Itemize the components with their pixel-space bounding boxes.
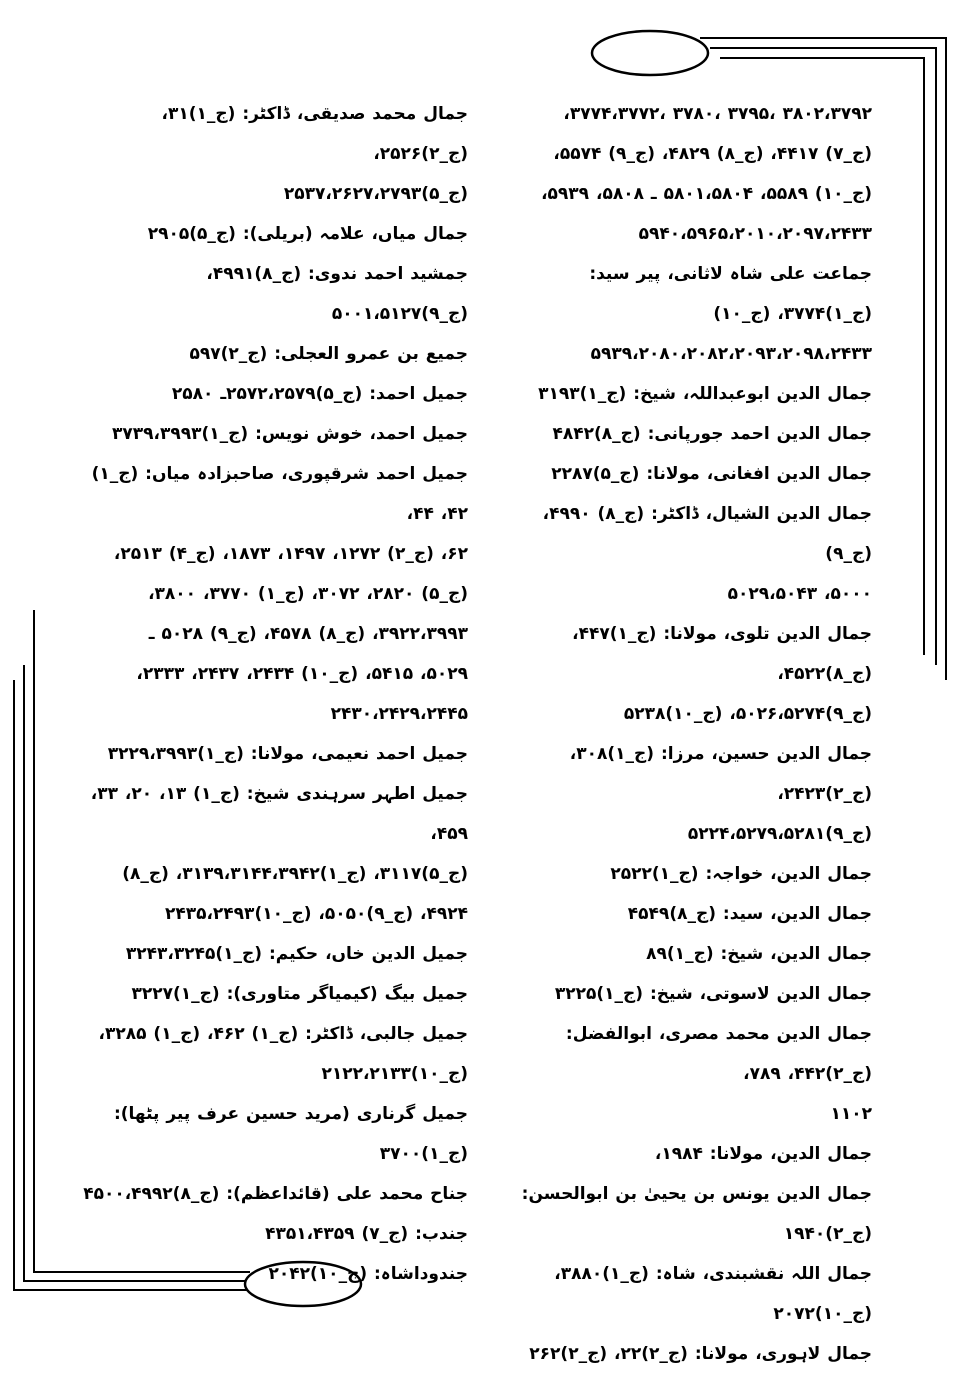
index-entry: ۳۹۲۲،۳۹۹۳، (ج_۸) ۴۵۷۸، (ج_۹) ۵۰۲۸ ـ — [148, 624, 468, 644]
index-entry: جمیل اطہر سرہندی شیخ: (ج_۱) ۱۳، ۲۰، ۳۳، ۴۵۹، — [90, 784, 468, 844]
index-entry: ۲۴۳۰،۲۴۲۹،۲۴۴۵ — [330, 704, 468, 724]
index-entry: ۵۹۳۹،۲۰۸۰،۲۰۸۲،۲۰۹۳،۲۰۹۸،۲۴۳۳ — [590, 344, 872, 364]
index-entry: جمال الدین یونس بن یحییٰ بن ابوالحسن: (ج_۲)۱۹۴۰ — [521, 1184, 872, 1244]
index-entry: جمیل الدین خاں، حکیم: (ج_۱)۳۲۴۳،۳۲۴۵ — [125, 944, 468, 964]
index-entry: ۵۰۰۰، ۵۰۲۹،۵۰۴۳ — [727, 584, 872, 604]
index-entry: جمال الدین لاسوتی، شیخ: (ج_۱)۳۲۲۵ — [554, 984, 872, 1004]
index-entry: جمال لاہوری، مولانا: (ج_۲)۲۲، (ج_۲)۲۶۲ — [529, 1344, 872, 1364]
index-entry: (ج_۱۰)۲۱۲۲،۲۱۳۳ — [321, 1064, 468, 1084]
index-entry: جمال اللہ نقشبندی، شاہ: (ج_۱)۳۸۸۰، (ج_۱۰)۲۰۷۲ — [554, 1264, 872, 1324]
index-entry: جمال الدین محمد مصری، ابوالفضل: (ج_۲)۴۴۲، ۷۸۹، — [565, 1024, 872, 1084]
index-entry: جمال الدین ابوعبداللہ، شیخ: (ج_۱)۳۱۹۳ — [538, 384, 872, 404]
index-entry: جمیع بن عمرو العجلی: (ج_۲)۵۹۷ — [189, 344, 468, 364]
index-entry: جمال الدین احمد جورپانی: (ج_۸)۴۸۴۲ — [552, 424, 872, 444]
index-entry: جمیل احمد: (ج_۵)۲۵۷۲،۲۵۷۹ـ ۲۵۸۰ — [171, 384, 468, 404]
index-entry: (ج_۵)۲۵۳۷،۲۶۲۷،۲۷۹۳ — [283, 184, 468, 204]
index-entry: ۵۰۲۹، ۵۴۱۵، (ج_۱۰) ۲۴۳۴، ۲۴۳۷، ۲۳۳۳، — [136, 664, 468, 684]
index-entry: جماعت علی شاہ لاثانی، پیر سید: (ج_۱)۳۷۷۴، (ج_۱۰) — [589, 264, 872, 324]
index-entry: جمال الدین حسین، مرزا: (ج_۱)۳۰۸، (ج_۲)۲۴۲۳، — [569, 744, 872, 804]
index-entry: جمال الدین افغانی، مولانا: (ج_۵)۲۲۸۷ — [551, 464, 872, 484]
index-entry: جندب: (ج_۷) ۴۳۵۱،۴۳۵۹ — [265, 1224, 468, 1244]
index-entry: ۶۲، (ج_۲) ۱۲۷۲، ۱۴۹۷، ۱۸۷۳، (ج_۴) ۲۵۱۳، — [113, 544, 468, 564]
index-entry: (ج_۹)۵۰۲۶،۵۲۷۴، (ج_۱۰)۵۲۳۸ — [623, 704, 872, 724]
index-entry: (ج_۹)۵۲۲۴،۵۲۷۹،۵۲۸۱ — [687, 824, 872, 844]
index-entry: جمال الدین الشیال، ڈاکٹر: (ج_۸) ۴۹۹۰، (ج_۹) — [542, 504, 872, 564]
index-entry: جمال الدین، خواجہ: (ج_۱)۲۵۲۲ — [610, 864, 872, 884]
index-entry: ۳۸۰۲،۳۷۹۲ ،۳۷۹۵ ،۳۷۸۰ ،۳۷۷۴،۳۷۷۲، — [563, 104, 872, 124]
index-entry: جمال الدین، سید: (ج_۸)۴۵۴۹ — [627, 904, 872, 924]
index-entry: جمشید احمد ندوی: (ج_۸)۴۹۹۱، (ج_۹)۵۰۰۱،۵۱۲۷ — [206, 264, 468, 324]
index-entry: جمیل احمد نعیمی، مولانا: (ج_۱)۳۲۲۹،۳۹۹۳ — [107, 744, 468, 764]
index-entry: جمیل احمد شرقپوری، صاحبزادہ میاں: (ج_۱) ۴۲، ۴۴، — [91, 464, 468, 524]
index-entry: ۱۱۰۲ — [830, 1104, 872, 1124]
index-entry: جمال الدین، مولانا: ۱۹۸۴، — [654, 1144, 872, 1164]
index-entry: جناح محمد علی (قائداعظم): (ج_۸)۴۵۰۰،۴۹۹۲ — [83, 1184, 468, 1204]
index-entry: ۵۹۴۰،۵۹۶۵،۲۰۱۰،۲۰۹۷،۲۴۳۳ — [638, 224, 872, 244]
index-entry: جمال میاں، علامہ (بریلی): (ج_۵)۲۹۰۵ — [147, 224, 468, 244]
index-entry: جمیل احمد، خوش نویس: (ج_۱)۳۷۳۹،۳۹۹۳ — [112, 424, 468, 444]
index-entry: جمال الدین، شیخ: (ج_۱)۸۹ — [646, 944, 872, 964]
index-entry: (ج_۱۰) ۵۵۸۹، ۵۸۰۱،۵۸۰۴ ـ ۵۸۰۸، ۵۹۳۹، — [541, 184, 872, 204]
index-entry: جمال محمد صدیقی، ڈاکٹر: (ج_۱)۳۱، (ج_۲)۲۵۲۶، — [161, 104, 468, 164]
index-column-left — [80, 94, 468, 1294]
index-entry: (ج_۷) ۴۴۱۷، (ج_۸) ۴۸۲۹، (ج_۹) ۵۵۷۴، — [553, 144, 872, 164]
index-entry: جمیل گرناری (مرید حسین عرف پیر پٹھا): (ج_۱)۳۷۰۰ — [113, 1104, 468, 1164]
index-entry: جمیل جالبی، ڈاکٹر: (ج_۱) ۴۶۲، (ج_۱) ۳۲۸۵، — [98, 1024, 468, 1044]
index-entry: جمیل بیگ (کیمیاگر متاوری): (ج_۱)۳۲۲۷ — [131, 984, 468, 1004]
index-entry: ۴۹۲۴، (ج_۹)۵۰۵۰، (ج_۱۰)۲۴۳۵،۲۴۹۳ — [164, 904, 468, 924]
index-column-right — [490, 94, 872, 1374]
index-entry: جمال الدین تلوی، مولانا: (ج_۱)۴۴۷، (ج_۸)۴۵۲۲، — [572, 624, 872, 684]
top-oval-ornament — [592, 31, 708, 75]
index-entry: جندوداشاہ: (ج_۱۰)۲۰۴۲ — [268, 1264, 468, 1284]
index-entry: (ج_۵)۳۱۱۷، (ج_۱)۳۱۳۹،۳۱۴۴،۳۹۴۲، (ج_۸) — [122, 864, 468, 884]
index-entry: (ج_۵) ۲۸۲۰، ۳۰۷۲، (ج_۱) ۳۷۷۰، ۳۸۰۰، — [148, 584, 468, 604]
